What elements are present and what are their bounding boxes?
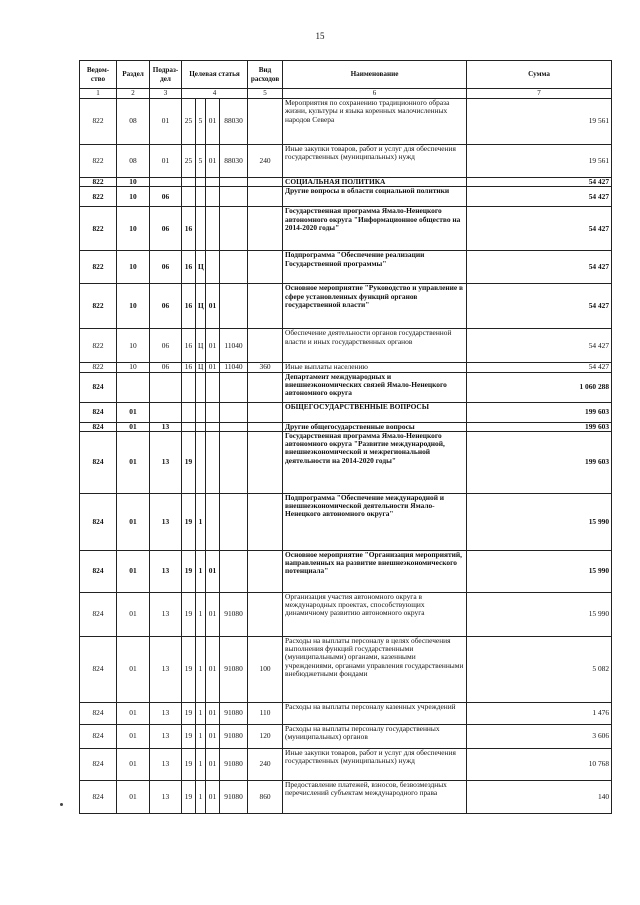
cell-celevaya-event: 01 bbox=[206, 99, 220, 145]
cell-celevaya-event: 01 bbox=[206, 748, 220, 780]
table-row bbox=[80, 748, 612, 780]
table-row bbox=[80, 284, 612, 329]
cell-podrazdel: 06 bbox=[150, 187, 182, 207]
cell-celevaya-event bbox=[206, 422, 220, 431]
page-number: 15 bbox=[315, 31, 325, 41]
cell-celevaya-subprogram: 1 bbox=[196, 702, 206, 724]
cell-summa: 15 990 bbox=[467, 493, 612, 550]
cell-celevaya-code: 11040 bbox=[220, 363, 248, 372]
cell-celevaya-code: 91080 bbox=[220, 780, 248, 813]
cell-celevaya-program: 25 bbox=[182, 99, 196, 145]
cell-naimenovanie: Департамент международных и внешнеэкономических связей Ямало-Ненецкого автономного округа bbox=[283, 372, 467, 402]
cell-vid-rashodov bbox=[248, 493, 283, 550]
cell-celevaya-program bbox=[182, 422, 196, 431]
cell-razdel: 01 bbox=[117, 780, 150, 813]
cell-vid-rashodov bbox=[248, 284, 283, 329]
column-number: 1 bbox=[80, 89, 117, 99]
cell-razdel: 01 bbox=[117, 636, 150, 702]
cell-celevaya-code: 91080 bbox=[220, 724, 248, 748]
cell-podrazdel: 13 bbox=[150, 422, 182, 431]
cell-podrazdel bbox=[150, 178, 182, 187]
cell-vedomstvo: 822 bbox=[80, 187, 117, 207]
cell-celevaya-program bbox=[182, 187, 196, 207]
table-row bbox=[80, 372, 612, 402]
cell-vid-rashodov bbox=[248, 99, 283, 145]
cell-naimenovanie: СОЦИАЛЬНАЯ ПОЛИТИКА bbox=[283, 178, 467, 187]
cell-celevaya-subprogram: Ц bbox=[196, 284, 206, 329]
cell-naimenovanie: Другие вопросы в области социальной политики bbox=[283, 187, 467, 207]
cell-vedomstvo: 824 bbox=[80, 724, 117, 748]
cell-vedomstvo: 824 bbox=[80, 372, 117, 402]
cell-celevaya-event: 01 bbox=[206, 636, 220, 702]
table-row bbox=[80, 402, 612, 422]
cell-vedomstvo: 822 bbox=[80, 207, 117, 251]
cell-naimenovanie: Расходы на выплаты персоналу государственных (муниципальных) органов bbox=[283, 724, 467, 748]
cell-celevaya-program: 19 bbox=[182, 493, 196, 550]
cell-celevaya-event: 01 bbox=[206, 145, 220, 178]
cell-celevaya-subprogram: 1 bbox=[196, 636, 206, 702]
cell-celevaya-program: 19 bbox=[182, 550, 196, 592]
cell-vid-rashodov: 100 bbox=[248, 636, 283, 702]
cell-celevaya-event bbox=[206, 207, 220, 251]
cell-summa: 5 082 bbox=[467, 636, 612, 702]
cell-celevaya-program: 19 bbox=[182, 702, 196, 724]
cell-celevaya-code: 91080 bbox=[220, 636, 248, 702]
cell-celevaya-event: 01 bbox=[206, 284, 220, 329]
cell-vedomstvo: 824 bbox=[80, 402, 117, 422]
cell-summa: 54 427 bbox=[467, 363, 612, 372]
cell-celevaya-program: 19 bbox=[182, 592, 196, 636]
cell-vedomstvo: 824 bbox=[80, 550, 117, 592]
table-row bbox=[80, 145, 612, 178]
cell-celevaya-event: 01 bbox=[206, 592, 220, 636]
cell-celevaya-event: 01 bbox=[206, 724, 220, 748]
cell-summa: 3 606 bbox=[467, 724, 612, 748]
cell-celevaya-subprogram bbox=[196, 431, 206, 493]
cell-vid-rashodov bbox=[248, 187, 283, 207]
table-row bbox=[80, 329, 612, 363]
cell-vedomstvo: 822 bbox=[80, 99, 117, 145]
cell-naimenovanie: Мероприятия по сохранению традиционного образа жизни, культуры и языка коренных малочисленных народов Севера bbox=[283, 99, 467, 145]
cell-razdel: 08 bbox=[117, 99, 150, 145]
cell-podrazdel: 06 bbox=[150, 284, 182, 329]
cell-celevaya-code bbox=[220, 372, 248, 402]
cell-podrazdel: 06 bbox=[150, 207, 182, 251]
cell-naimenovanie: Предоставление платежей, взносов, безвозмездных перечислений субъектам международного права bbox=[283, 780, 467, 813]
cell-naimenovanie: Иные выплаты населению bbox=[283, 363, 467, 372]
cell-naimenovanie: Подпрограмма "Обеспечение реализации Государственной программы" bbox=[283, 251, 467, 284]
cell-summa: 15 990 bbox=[467, 592, 612, 636]
cell-summa: 1 476 bbox=[467, 702, 612, 724]
table-row bbox=[80, 493, 612, 550]
cell-naimenovanie: ОБЩЕГОСУДАРСТВЕННЫЕ ВОПРОСЫ bbox=[283, 402, 467, 422]
cell-naimenovanie: Обеспечение деятельности органов государственной власти и иных государственных органов bbox=[283, 329, 467, 363]
cell-celevaya-event bbox=[206, 493, 220, 550]
cell-celevaya-event: 01 bbox=[206, 363, 220, 372]
cell-naimenovanie: Расходы на выплаты персоналу в целях обеспечения выполнения функций государственными (муниципальными) органами, казенными учреждениями, органами управления государственными внебюджетными фондами bbox=[283, 636, 467, 702]
cell-celevaya-program bbox=[182, 402, 196, 422]
cell-celevaya-event: 01 bbox=[206, 780, 220, 813]
cell-vid-rashodov: 110 bbox=[248, 702, 283, 724]
cell-summa: 54 427 bbox=[467, 251, 612, 284]
cell-podrazdel bbox=[150, 402, 182, 422]
cell-naimenovanie: Основное мероприятие "Руководство и управление в сфере установленных функций органов государственной власти" bbox=[283, 284, 467, 329]
cell-celevaya-program: 19 bbox=[182, 636, 196, 702]
table-row bbox=[80, 431, 612, 493]
cell-razdel: 01 bbox=[117, 550, 150, 592]
cell-summa: 199 603 bbox=[467, 431, 612, 493]
column-number: 3 bbox=[150, 89, 182, 99]
cell-celevaya-subprogram bbox=[196, 207, 206, 251]
cell-vid-rashodov: 120 bbox=[248, 724, 283, 748]
cell-celevaya-code bbox=[220, 422, 248, 431]
cell-celevaya-event bbox=[206, 402, 220, 422]
cell-razdel: 01 bbox=[117, 592, 150, 636]
cell-celevaya-subprogram: Ц bbox=[196, 251, 206, 284]
cell-razdel: 10 bbox=[117, 329, 150, 363]
cell-celevaya-event bbox=[206, 372, 220, 402]
cell-celevaya-code: 91080 bbox=[220, 702, 248, 724]
cell-razdel: 08 bbox=[117, 145, 150, 178]
cell-summa: 1 060 288 bbox=[467, 372, 612, 402]
cell-razdel: 10 bbox=[117, 187, 150, 207]
cell-celevaya-code: 88030 bbox=[220, 145, 248, 178]
cell-podrazdel: 13 bbox=[150, 724, 182, 748]
cell-summa: 54 427 bbox=[467, 329, 612, 363]
table-row bbox=[80, 207, 612, 251]
cell-celevaya-subprogram bbox=[196, 187, 206, 207]
cell-celevaya-subprogram: 5 bbox=[196, 99, 206, 145]
table-row bbox=[80, 178, 612, 187]
cell-celevaya-event: 01 bbox=[206, 702, 220, 724]
cell-naimenovanie: Государственная программа Ямало-Ненецкого автономного округа "Информационное общество на 2014-2020 годы" bbox=[283, 207, 467, 251]
cell-vid-rashodov: 240 bbox=[248, 748, 283, 780]
column-number: 6 bbox=[283, 89, 467, 99]
cell-summa: 54 427 bbox=[467, 207, 612, 251]
cell-vid-rashodov bbox=[248, 550, 283, 592]
header-summa: Сумма bbox=[467, 61, 612, 89]
cell-razdel: 10 bbox=[117, 178, 150, 187]
cell-razdel: 01 bbox=[117, 493, 150, 550]
cell-celevaya-program: 19 bbox=[182, 724, 196, 748]
cell-celevaya-event bbox=[206, 187, 220, 207]
cell-celevaya-program bbox=[182, 372, 196, 402]
cell-celevaya-subprogram: 1 bbox=[196, 550, 206, 592]
cell-celevaya-subprogram: 1 bbox=[196, 592, 206, 636]
header-celevaya-statya: Целевая статья bbox=[182, 61, 248, 89]
cell-podrazdel: 13 bbox=[150, 748, 182, 780]
cell-naimenovanie: Другие общегосударственные вопросы bbox=[283, 422, 467, 431]
cell-celevaya-event bbox=[206, 431, 220, 493]
cell-vedomstvo: 824 bbox=[80, 493, 117, 550]
cell-podrazdel: 01 bbox=[150, 99, 182, 145]
cell-celevaya-event: 01 bbox=[206, 329, 220, 363]
cell-razdel bbox=[117, 372, 150, 402]
column-number: 2 bbox=[117, 89, 150, 99]
cell-podrazdel bbox=[150, 372, 182, 402]
cell-celevaya-program: 25 bbox=[182, 145, 196, 178]
cell-celevaya-event bbox=[206, 178, 220, 187]
cell-celevaya-code bbox=[220, 550, 248, 592]
cell-vedomstvo: 824 bbox=[80, 592, 117, 636]
cell-podrazdel: 01 bbox=[150, 145, 182, 178]
cell-razdel: 01 bbox=[117, 422, 150, 431]
header-podrazdel: Подраз-дел bbox=[150, 61, 182, 89]
cell-razdel: 10 bbox=[117, 284, 150, 329]
column-number-row bbox=[80, 89, 612, 99]
cell-celevaya-subprogram: 1 bbox=[196, 780, 206, 813]
cell-summa: 15 990 bbox=[467, 550, 612, 592]
cell-podrazdel: 13 bbox=[150, 431, 182, 493]
cell-celevaya-code: 91080 bbox=[220, 592, 248, 636]
table-row bbox=[80, 702, 612, 724]
cell-naimenovanie: Основное мероприятие "Организация мероприятий, направленных на развитие внешнеэкономического потенциала" bbox=[283, 550, 467, 592]
cell-celevaya-code bbox=[220, 178, 248, 187]
cell-celevaya-program: 19 bbox=[182, 780, 196, 813]
cell-summa: 199 603 bbox=[467, 402, 612, 422]
cell-razdel: 01 bbox=[117, 702, 150, 724]
cell-summa: 199 603 bbox=[467, 422, 612, 431]
cell-vedomstvo: 822 bbox=[80, 251, 117, 284]
cell-celevaya-event bbox=[206, 251, 220, 284]
cell-celevaya-program: 16 bbox=[182, 251, 196, 284]
cell-celevaya-subprogram bbox=[196, 178, 206, 187]
cell-summa: 54 427 bbox=[467, 187, 612, 207]
cell-vid-rashodov bbox=[248, 207, 283, 251]
cell-celevaya-subprogram bbox=[196, 372, 206, 402]
cell-celevaya-subprogram: 1 bbox=[196, 493, 206, 550]
table-body bbox=[80, 99, 612, 814]
cell-vid-rashodov bbox=[248, 431, 283, 493]
cell-vid-rashodov bbox=[248, 592, 283, 636]
table-row bbox=[80, 363, 612, 372]
cell-celevaya-subprogram bbox=[196, 422, 206, 431]
cell-vid-rashodov bbox=[248, 422, 283, 431]
header-razdel: Раздел bbox=[117, 61, 150, 89]
cell-razdel: 01 bbox=[117, 724, 150, 748]
cell-celevaya-subprogram: Ц bbox=[196, 363, 206, 372]
cell-vedomstvo: 824 bbox=[80, 702, 117, 724]
cell-razdel: 10 bbox=[117, 251, 150, 284]
cell-vedomstvo: 822 bbox=[80, 329, 117, 363]
budget-table bbox=[79, 60, 612, 814]
cell-vedomstvo: 824 bbox=[80, 422, 117, 431]
header-vedomstvo: Ведом-ство bbox=[80, 61, 117, 89]
cell-celevaya-program: 19 bbox=[182, 431, 196, 493]
cell-vedomstvo: 824 bbox=[80, 780, 117, 813]
cell-celevaya-code bbox=[220, 284, 248, 329]
cell-naimenovanie: Иные закупки товаров, работ и услуг для обеспечения государственных (муниципальных) нужд bbox=[283, 145, 467, 178]
cell-vedomstvo: 822 bbox=[80, 284, 117, 329]
cell-vedomstvo: 824 bbox=[80, 748, 117, 780]
cell-vedomstvo: 822 bbox=[80, 178, 117, 187]
table-row bbox=[80, 187, 612, 207]
cell-celevaya-program: 16 bbox=[182, 284, 196, 329]
cell-celevaya-subprogram: 1 bbox=[196, 724, 206, 748]
cell-razdel: 10 bbox=[117, 207, 150, 251]
cell-celevaya-code bbox=[220, 207, 248, 251]
cell-summa: 19 561 bbox=[467, 99, 612, 145]
cell-vedomstvo: 822 bbox=[80, 363, 117, 372]
cell-vedomstvo: 824 bbox=[80, 431, 117, 493]
cell-celevaya-event: 01 bbox=[206, 550, 220, 592]
column-number: 5 bbox=[248, 89, 283, 99]
table-row bbox=[80, 422, 612, 431]
table-row bbox=[80, 550, 612, 592]
cell-celevaya-subprogram: Ц bbox=[196, 329, 206, 363]
cell-summa: 10 768 bbox=[467, 748, 612, 780]
cell-celevaya-program bbox=[182, 178, 196, 187]
cell-celevaya-code bbox=[220, 493, 248, 550]
table-row bbox=[80, 251, 612, 284]
column-number: 4 bbox=[182, 89, 248, 99]
cell-podrazdel: 06 bbox=[150, 329, 182, 363]
cell-vid-rashodov bbox=[248, 402, 283, 422]
cell-celevaya-program: 16 bbox=[182, 363, 196, 372]
table-row bbox=[80, 592, 612, 636]
cell-summa: 54 427 bbox=[467, 178, 612, 187]
table-row bbox=[80, 780, 612, 813]
cell-vid-rashodov bbox=[248, 329, 283, 363]
cell-celevaya-subprogram bbox=[196, 402, 206, 422]
cell-vid-rashodov bbox=[248, 178, 283, 187]
cell-vid-rashodov: 860 bbox=[248, 780, 283, 813]
cell-podrazdel: 13 bbox=[150, 592, 182, 636]
cell-razdel: 01 bbox=[117, 402, 150, 422]
cell-celevaya-program: 16 bbox=[182, 207, 196, 251]
cell-podrazdel: 06 bbox=[150, 251, 182, 284]
cell-celevaya-code: 91080 bbox=[220, 748, 248, 780]
cell-vedomstvo: 824 bbox=[80, 636, 117, 702]
cell-naimenovanie: Расходы на выплаты персоналу казенных учреждений bbox=[283, 702, 467, 724]
cell-celevaya-code: 88030 bbox=[220, 99, 248, 145]
scan-dot bbox=[60, 803, 63, 806]
header-row bbox=[80, 61, 612, 89]
cell-vedomstvo: 822 bbox=[80, 145, 117, 178]
cell-summa: 19 561 bbox=[467, 145, 612, 178]
cell-vid-rashodov: 240 bbox=[248, 145, 283, 178]
cell-celevaya-program: 19 bbox=[182, 748, 196, 780]
cell-naimenovanie: Организация участия автономного округа в международных проектах, способствующих динамичному развитию автономного округа bbox=[283, 592, 467, 636]
cell-razdel: 01 bbox=[117, 748, 150, 780]
cell-vid-rashodov: 360 bbox=[248, 363, 283, 372]
header-vid-rashodov: Вид расходов bbox=[248, 61, 283, 89]
cell-razdel: 10 bbox=[117, 363, 150, 372]
cell-summa: 140 bbox=[467, 780, 612, 813]
header-naimenovanie: Наименование bbox=[283, 61, 467, 89]
cell-celevaya-subprogram: 1 bbox=[196, 748, 206, 780]
cell-naimenovanie: Государственная программа Ямало-Ненецкого автономного округа "Развитие международной, внешнеэкономической и межрегиональной деятельности на 2014-2020 годы" bbox=[283, 431, 467, 493]
cell-podrazdel: 06 bbox=[150, 363, 182, 372]
cell-vid-rashodov bbox=[248, 251, 283, 284]
column-number: 7 bbox=[467, 89, 612, 99]
cell-celevaya-subprogram: 5 bbox=[196, 145, 206, 178]
cell-celevaya-code bbox=[220, 187, 248, 207]
cell-naimenovanie: Иные закупки товаров, работ и услуг для обеспечения государственных (муниципальных) нужд bbox=[283, 748, 467, 780]
cell-podrazdel: 13 bbox=[150, 780, 182, 813]
cell-celevaya-code bbox=[220, 431, 248, 493]
cell-podrazdel: 13 bbox=[150, 636, 182, 702]
table-row bbox=[80, 99, 612, 145]
cell-celevaya-program: 16 bbox=[182, 329, 196, 363]
cell-vid-rashodov bbox=[248, 372, 283, 402]
cell-naimenovanie: Подпрограмма "Обеспечение международной и внешнеэкономической деятельности Ямало-Ненецкого автономного округа" bbox=[283, 493, 467, 550]
cell-celevaya-code: 11040 bbox=[220, 329, 248, 363]
cell-razdel: 01 bbox=[117, 431, 150, 493]
cell-celevaya-code bbox=[220, 402, 248, 422]
cell-podrazdel: 13 bbox=[150, 702, 182, 724]
cell-podrazdel: 13 bbox=[150, 550, 182, 592]
cell-summa: 54 427 bbox=[467, 284, 612, 329]
table-row bbox=[80, 724, 612, 748]
cell-podrazdel: 13 bbox=[150, 493, 182, 550]
table-row bbox=[80, 636, 612, 702]
cell-celevaya-code bbox=[220, 251, 248, 284]
